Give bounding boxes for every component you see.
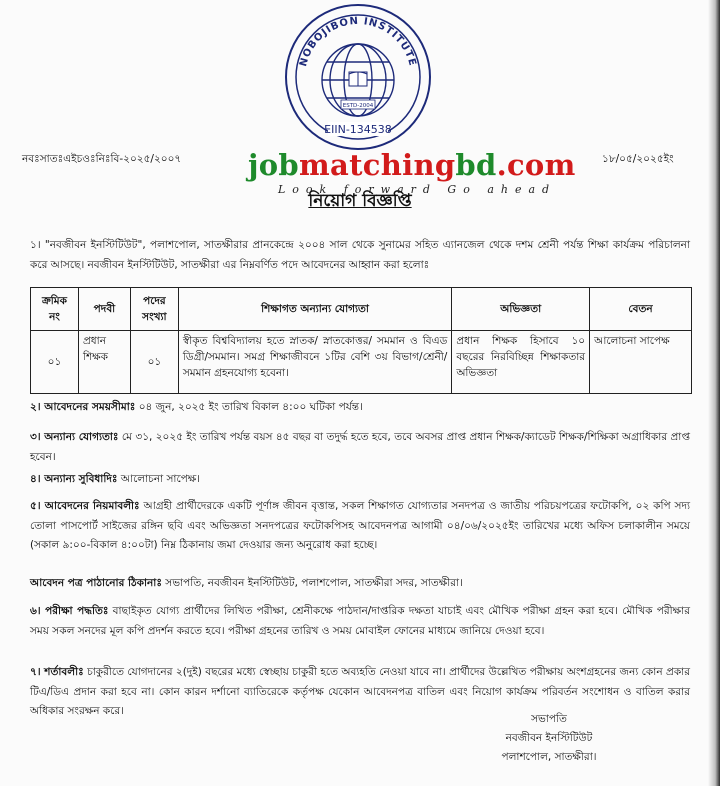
seal-estd: ESTD-2004	[342, 103, 374, 109]
section-application-rules-label: ৫। আবেদনের নিয়মাবলীঃ	[30, 500, 140, 512]
col-header-post: পদবী	[78, 288, 130, 331]
memo-date: ১৮/০৫/২০২৫ইং	[602, 153, 674, 165]
section-benefits	[30, 470, 690, 490]
col-header-count: পদের সংখ্যা	[130, 288, 178, 331]
section-deadline-text: ০৪ জুন, ২০২৫ ইং তারিখ বিকাল ৪:০০ ঘটিকা পর্যন্ত।	[135, 401, 363, 413]
section-other-qualification-label: ৩। অন্যান্য যোগ্যতাঃ	[30, 431, 119, 443]
col-header-serial: ক্রমিক নং	[31, 288, 79, 331]
vacancy-table	[30, 287, 692, 394]
section-address-text: সভাপতি, নবজীবন ইনস্টিটিউট, পলাশপোল, সাতক্ষীরা সদর, সাতক্ষীরা।	[161, 577, 463, 589]
photo-shadow-edge	[708, 0, 720, 786]
signature-address: পলাশপোল, সাতক্ষীরা।	[501, 751, 597, 763]
cell-post: প্রধান শিক্ষক	[78, 331, 130, 394]
section-application-rules	[30, 497, 690, 556]
section-exam-method	[30, 602, 690, 641]
seal-arc-text: NOBOJIBON INSTITUTE	[298, 15, 418, 68]
col-header-salary: বেতন	[590, 288, 692, 331]
cell-qualification: স্বীকৃত বিশ্ববিদ্যালয় হতে স্নাতক/ স্নাতকোত্তর/ সমমান ও বিএড ডিগ্রী/সমমান। সমগ্র শিক্ষাজীবনে ১টির বেশি ৩য় বিভাগ/শ্রেনী/ সমমান গ্রহনযোগ্য হবেনা।	[178, 331, 451, 394]
section-other-qualification-text: মে ৩১, ২০২৫ ইং তারিখ পর্যন্ত বয়স ৪৫ বছর বা তদুর্দ্ধ হতে হবে, তবে অবসর প্রাপ্ত প্রধান শিক্ষক/ক্যাডেট শিক্ষক/শিক্ষিকা অগ্রাধিকার প্রাপ্ত হবেন।	[30, 431, 690, 463]
book-icon	[349, 72, 367, 86]
watermark-tagline: Look forward Go ahead	[278, 183, 557, 196]
watermark-part-matching: matching	[299, 148, 456, 182]
section-other-qualification	[30, 428, 690, 467]
signature-institute: নবজীবন ইনস্টিটিউট	[505, 732, 593, 744]
memo-reference: নবঃসাতঃএইচওঃনিঃবি-২০২৫/২০০৭	[22, 153, 182, 165]
cell-experience: প্রধান শিক্ষক হিসাবে ১০ বছরের নিরবিচ্ছিন্ন শিক্ষাকতার অভিজ্ঞতা	[452, 331, 590, 394]
seal-eiin: EIIN-134538	[324, 123, 392, 136]
section-address	[30, 574, 690, 594]
signature-title: সভাপতি	[531, 713, 567, 725]
section-conditions-text: চাকুরীতে যোগদানের ২(দুই) বছরের মধ্যে স্বেচ্ছায় চাকুরী হতে অব্যহতি নেওয়া যাবে না। প্রার্থীদের উল্লেখিত পরীক্ষায় অংশগ্রহনের জন্য কোন প্রকার টিএ/ডিএ প্রদান করা হবে না। কোন কারন দর্শানো ব্যাতিরেকে কর্তৃপক্ষ যেকোন আবেদনপত্র বাতিল এবং নিয়োগ কার্যক্রম পরিবর্তন সংশোধন ও বাতিল করার অধিকার সংরক্ষন করে।	[30, 666, 690, 717]
section-benefits-label: ৪। অন্যান্য সুবিধাদিঃ	[30, 473, 118, 485]
cell-serial: ০১	[31, 331, 79, 394]
institute-seal-logo	[283, 2, 433, 152]
col-header-qualification: শিক্ষাগত অন্যান্য যোগ্যতা	[178, 288, 451, 331]
section-address-label: আবেদন পত্র পাঠানোর ঠিকানাঃ	[30, 577, 162, 589]
intro-paragraph: ১। "নবজীবন ইনস্টিটিউট", পলাশপোল, সাতক্ষীরার প্রানকেন্দ্রে ২০০৪ সাল থেকে সুনামের সহিত এ্যানজেল থেকে দশম শ্রেনী পর্যন্ত শিক্ষা কার্যক্রম পরিচালনা করে আসছে। নবজীবন ইনস্টিটিউট, সাতক্ষীরা এর নিম্নবর্ণিত পদে আবেদনের আহ্বান করা হলোঃ	[30, 239, 690, 271]
svg-text:NOBOJIBON INSTITUTE	[298, 16, 418, 68]
cell-salary: আলোচনা সাপেক্ষ	[590, 331, 692, 394]
section-application-rules-text: আগ্রহী প্রার্থীদেরকে একটি পূর্ণাঙ্গ জীবন বৃত্তান্ত, সকল শিক্ষাগত যোগ্যতার সনদপত্র ও জাতীয় পরিচয়পত্রের ফটোকপি, ০২ কপি সদ্য তোলা পাসপোর্ট সাইজের রঙ্গিন ছবি এবং অভিজ্ঞতা সনদপত্রের ফটোকপিসহ আবেদনপত্র আগামী ০৪/০৬/২০২৫ইং তারিখের মধ্যে অফিস চলাকালীন সময়ে (সকাল ৯:০০-বিকাল ৪:০০টা) নিম্ন ঠিকানায় জমা দেওয়ার জন্য অনুরোধ করা হচ্ছে।	[30, 500, 690, 551]
notice-title: নিয়োগ বিজ্ঞপ্তি	[308, 191, 412, 211]
watermark-logo-text	[248, 148, 576, 182]
signature-block	[484, 710, 614, 767]
cell-count: ০১	[130, 331, 178, 394]
section-exam-method-label: ৬। পরীক্ষা পদ্ধতিঃ	[30, 605, 109, 617]
watermark-part-bd: bd	[455, 148, 497, 182]
section-benefits-text: আলোচনা সাপেক্ষ।	[117, 473, 201, 485]
section-exam-method-text: বাছাইকৃত যোগ্য প্রার্থীদের লিখিত পরীক্ষা, শ্রেনীকক্ষে পাঠদান/দাপ্তরিক দক্ষতা যাচাই এবং মৌখিক পরীক্ষা গ্রহন করা হবে। মৌখিক পরীক্ষার সময় সকল সনদের মূল কপি প্রদর্শন করতে হবে। পরীক্ষা গ্রহনের তারিখ ও সময় মোবাইল ফোনের মাধ্যমে জানিয়ে দেওয়া হবে।	[30, 605, 690, 637]
table-header-row	[31, 288, 692, 331]
watermark-part-job: job	[248, 148, 300, 182]
section-deadline	[30, 398, 690, 418]
section-conditions-label: ৭। শর্তাবলীঃ	[30, 666, 84, 678]
col-header-experience: অভিজ্ঞতা	[452, 288, 590, 331]
table-row	[31, 331, 692, 394]
watermark-part-com: .com	[496, 148, 576, 182]
section-deadline-label: ২। আবেদনের সময়সীমাঃ	[30, 401, 136, 413]
